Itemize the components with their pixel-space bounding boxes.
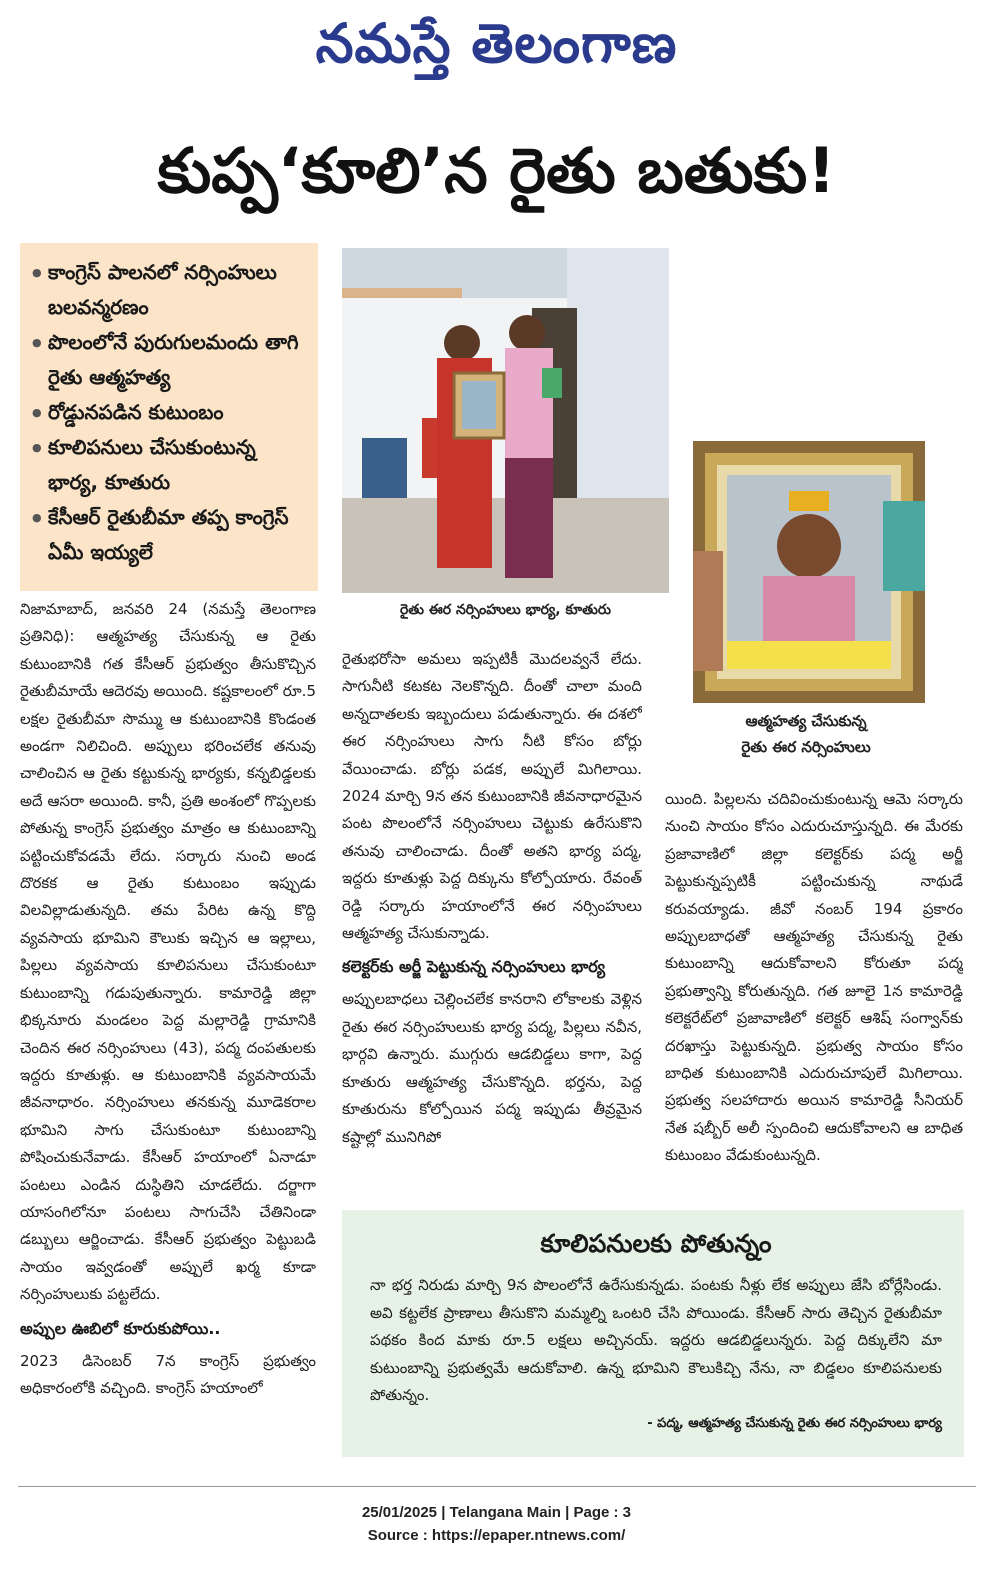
footer-divider	[18, 1486, 976, 1487]
footer-source-link[interactable]: Source : https://epaper.ntnews.com/	[367, 1527, 626, 1544]
photo-inset-caption-line: ఆత్మహత్య చేసుకున్న	[745, 712, 867, 730]
photo-main-caption: రైతు ఈర నర్సింహులు భార్య, కూతురు	[399, 602, 612, 618]
highlight-item: ● కాంగ్రెస్ పాలనలో నర్సింహులు బలవన్మరణం	[32, 255, 308, 325]
article-column-1	[20, 596, 316, 1481]
page-headline: కుప్ప‘కూలి’న రైతు బతుకు!	[157, 134, 836, 207]
masthead-logo: నమస్తే తెలంగాణ	[315, 11, 678, 75]
photo-farmer-portrait	[690, 438, 928, 706]
quote-text: నా భర్త నిరుడు మార్చి 9న పొలంలోనే ఉరేసుకున్నడు. పంటకు నీళ్లు లేక అప్పులు జేసి బోర్లేసిండు. అవి కట్టలేక ప్రాణాలు తీసుకొని మమ్మల్ని ఒంటరి చేసి పోయిండు. కేసీఆర్ సారు తెచ్చిన రైతుబీమా పథకం కింద మాకు రూ.5 లక్షలు అచ్చినయ్. ఇద్దరు ఆడబిడ్డలున్నరు. పెద్ద దిక్కులేని మా కుటుంబాన్ని ప్రభుత్వమే ఆదుకోవాలి. ఉన్న భూమిని కౌలుకిచ్చి నేను, నా బిడ్డలం కూలిపనులకు పోతున్నం.	[370, 1276, 942, 1405]
article-column-2	[342, 646, 642, 1198]
article-paragraph: అప్పులబాధలు చెల్లించలేక కానరాని లోకాలకు వెళ్లిన రైతు ఈర నర్సింహులుకు భార్య పద్మ, పిల్లలు నవీన, భార్గవి ఉన్నారు. ముగ్గురు ఆడబిడ్డలు కాగా, పెద్ద కూతురు ఆత్మహత్య చేసుకొన్నది. భర్తను, పెద్ద కూతురును కోల్పోయిన పద్మ ఇప్పుడు తీవ్రమైన కష్టాల్లో మునిగిపో	[342, 990, 642, 1146]
article-column-3	[665, 786, 963, 1198]
highlight-item: ● కేసీఆర్ రైతుబీమా తప్ప కాంగ్రెస్ ఏమీ ఇయ్యలే	[32, 500, 308, 570]
article-paragraph: యింది. పిల్లలను చదివించుకుంటున్న ఆమె సర్కారు నుంచి సాయం కోసం ఎదురుచూస్తున్నది. ఈ మేరకు ప్రజావాణిలో జిల్లా కలెక్టర్‌కు పద్మ అర్జీ పెట్టుకున్నప్పటికీ పట్టించుకున్న నాథుడే కరువయ్యాడు. జీవో నంబర్ 194 ప్రకారం అప్పులబాధతో ఆత్మహత్య చేసుకున్న రైతు కుటుంబాన్ని ఆదుకోవాలని కోరుతూ పద్మ ప్రభుత్వాన్ని కోరుతున్నది. గత జూలై 1న కామారెడ్డి కలెక్టరేట్‌లో ప్రజావాణిలో కలెక్టర్ ఆశిష్ సంగ్వాన్‌కు దరఖాస్తు పెట్టుకున్నది. ప్రభుత్వ సాయం కోసం బాధిత కుటుంబానికి ఎదురుచూపులే మిగిలాయి. ప్రభుత్వ సలహాదారు అయిన కామారెడ్డి సీనియర్ నేత షబ్బీర్ అలీ స్పందించి ఆదుకోవాలని ఆ బాధిత కుటుంబం వేడుకుంటున్నది.	[665, 790, 963, 1165]
photo-inset-caption	[690, 708, 922, 760]
article-paragraph: 2023 డిసెంబర్ 7న కాంగ్రెస్ ప్రభుత్వం అధికారంలోకి వచ్చింది. కాంగ్రెస్ హయాంలో	[20, 1351, 316, 1397]
quote-title: కూలిపనులకు పోతున్నం	[540, 1229, 772, 1258]
article-paragraph: నిజామాబాద్, జనవరి 24 (నమస్తే తెలంగాణ ప్రతినిధి): ఆత్మహత్య చేసుకున్న ఆ రైతు కుటుంబానికి గత కేసీఆర్ ప్రభుత్వం తీసుకొచ్చిన రైతుబీమాయే ఆదెరవు అయింది. కష్టకాలంలో రూ.5 లక్షల రైతుబీమా సొమ్ము ఆ కుటుంబానికి కొండంత అండగా నిలిచింది. అప్పులు భరించలేక తనువు చాలించిన ఆ రైతు కట్టుకున్న భార్యకు, కన్నబిడ్డలకు అదే ఆసరా అయింది. కానీ, ప్రతి అంశంలో గొప్పలకు పోతున్న కాంగ్రెస్ ప్రభుత్వం మాత్రం ఆ కుటుంబాన్ని పట్టించుకోవడమే లేదు. సర్కారు నుంచి అండ దొరకక ఆ రైతు కుటుంబం ఇప్పుడు విలవిల్లాడుతున్నది. తమ పేరిట ఉన్న కొద్ది వ్యవసాయ భూమిని కౌలుకు ఇచ్చిన ఆ ఇల్లాలు, పిల్లలు వ్యవసాయ కూలిపనులు చేసుకుంటూ కుటుంబాన్ని గడుపుతున్నారు. కామారెడ్డి జిల్లా భిక్కనూరు మండలం పెద్ద మల్లారెడ్డి గ్రామానికి చెందిన ఈర నర్సింహులు (43), పద్మ దంపతులకు ఇద్దరు కూతుళ్లు. ఆ కుటుంబానికి వ్యవసాయమే జీవనాధారం. నర్సింహులు తనకున్న మూడెకరాల భూమిని సాగు చేసుకుంటూ కుటుంబాన్ని పోషించుకునేవాడు. కేసీఆర్ హయాంలో ఏనాడూ పంటలు ఎండిన దుస్థితిని చూడలేదు. దర్జాగా యాసంగిలోనూ పంటలు సాగుచేసి చేతినిండా డబ్బులు ఆర్జించాడు. కేసీఆర్ ప్రభుత్వం పెట్టుబడి సాయం ఇవ్వడంతో అప్పులే ఖర్మ కూడా నర్సింహులుకు పట్టలేదు.	[20, 600, 316, 1304]
article-subhead: కలెక్టర్‌కు అర్జీ పెట్టుకున్న నర్సింహులు భార్య	[342, 957, 606, 977]
quote-box	[342, 1210, 964, 1457]
highlights-box	[20, 243, 318, 591]
photo-wife-daughter	[342, 248, 669, 593]
article-subhead: అప్పుల ఊబిలో కూరుకుపోయి..	[20, 1318, 221, 1338]
quote-signature: - పద్మ, ఆత్మహత్య చేసుకున్న రైతు ఈర నర్సింహులు భార్య	[647, 1415, 942, 1431]
highlight-item: ● పొలంలోనే పురుగులమందు తాగి రైతు ఆత్మహత్య	[32, 325, 308, 395]
article-paragraph: రైతుభరోసా అమలు ఇప్పటికీ మొదలవ్వనే లేదు. సాగునీటి కటకట నెలకొన్నది. దీంతో చాలా మంది అన్నదాతలకు ఇబ్బందులు పడుతున్నారు. ఈ దశలో ఈర నర్సింహులు సాగు నీటి కోసం బోర్లు వేయించాడు. బోర్లు పడక, అప్పులే మిగిలాయి. 2024 మార్చి 9న తన కుటుంబానికి జీవనాధారమైన పంట పొలంలోనే నర్సింహులు చెట్టుకు ఉరేసుకొని తనువు చాలించాడు. దీంతో అతని భార్య పద్మ, ఇద్దరు కూతుళ్లు పెద్ద దిక్కును కోల్పోయారు. రేవంత్ రెడ్డి సర్కారు హయాంలోనే ఈర నర్సింహులు ఆత్మహత్య చేసుకున్నాడు.	[342, 650, 642, 943]
highlight-item: ● కూలిపనులు చేసుకుంటున్న భార్య, కూతురు	[32, 430, 308, 500]
highlight-item: ● రోడ్డునపడిన కుటుంబం	[32, 395, 308, 430]
footer-date-line: 25/01/2025 | Telangana Main | Page : 3	[361, 1504, 632, 1521]
photo-inset-caption-line: రైతు ఈర నర్సింహులు	[741, 738, 871, 756]
